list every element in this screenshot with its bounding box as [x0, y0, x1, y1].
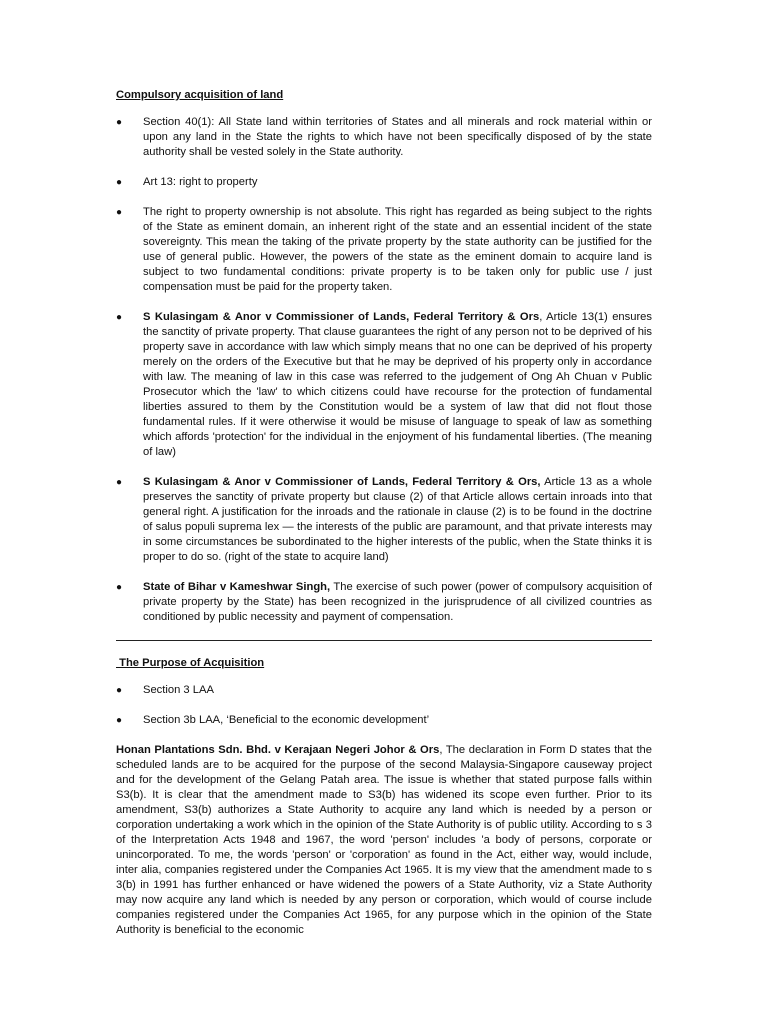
- case-name: S Kulasingam & Anor v Commissioner of Lands, Federal Territory & Ors: [143, 311, 540, 323]
- case-name: S Kulasingam & Anor v Commissioner of Lands, Federal Territory & Ors,: [143, 476, 541, 488]
- bullet-text: [143, 475, 652, 565]
- bullet-dot-icon: ●: [116, 177, 123, 188]
- bullet-item: [116, 580, 652, 625]
- bullet-dot-icon: ●: [116, 582, 123, 593]
- heading-purpose-of-acquisition: The Purpose of Acquisition: [116, 657, 265, 669]
- case-name: State of Bihar v Kameshwar Singh,: [143, 581, 331, 593]
- bullet-dot-icon: ●: [116, 117, 123, 128]
- bullet-item: [116, 205, 652, 295]
- bullet-text: [143, 205, 652, 295]
- bullet-body: The right to property ownership is not absolute. This right has regarded as being subject to the rights of the State as eminent domain, an inherent right of the state and an essential incident of the state sovereignty. This mean the taking of the private property by the state authority can be justified for the use of general public. However, the powers of the state as the eminent domain to acquire land is subject to two fundamental conditions: private property is to be taken only for public use / just compensation must be paid for the property taken.: [143, 206, 652, 293]
- bullet-dot-icon: ●: [116, 312, 123, 323]
- bullet-item: [116, 713, 652, 728]
- case-paragraph-honan: [116, 743, 652, 938]
- bullet-dot-icon: ●: [116, 477, 123, 488]
- paragraph-body: , The declaration in Form D states that the scheduled lands are to be acquired for the purpose of the second Malaysia-Singapore causeway project and for the development of the Gelang Patah area. The issue is whether that stated purpose falls within S3(b). It is clear that the amendment made to S3(b) has widened its scope even further. Prior to its amendment, S3(b) authorizes a State Authority to acquire any land which is needed by a person or corporation undertaking a work which in the opinion of the State Authority is of public utility. According to s 3 of the Interpretation Acts 1948 and 1967, the word 'person' includes 'a body of persons, corporate or unincorporated. To me, the words 'person' or 'corporation' as found in the Act, either way, would include, inter alia, companies registered under the Companies Act 1965. It is my view that the amendment made to s 3(b) in 1991 has further enhanced or have widened the powers of a State Authority, viz a State Authority may now acquire any land which is needed by any person or corporation, which would of course include companies registered under the Companies Act 1965, for any purpose which in the opinion of the State Authority is beneficial to the economic: [116, 744, 653, 936]
- bullet-dot-icon: ●: [116, 715, 123, 726]
- bullet-dot-icon: ●: [116, 207, 123, 218]
- case-name: Honan Plantations Sdn. Bhd. v Kerajaan Negeri Johor & Ors: [116, 744, 440, 756]
- bullet-text: [143, 115, 652, 160]
- bullet-item: [116, 310, 652, 460]
- bullet-body: The exercise of such power (power of compulsory acquisition of private property by the State) has been recognized in the jurisprudence of all civilized countries as conditioned by public necessity and payment of compensation.: [143, 581, 652, 623]
- bullet-item: [116, 475, 652, 565]
- bullet-body: Section 3b LAA, ‘Beneficial to the economic development’: [143, 714, 430, 726]
- bullet-item: [116, 683, 652, 698]
- bullet-text: [143, 683, 652, 698]
- bullet-body: , Article 13(1) ensures the sanctity of private property. That clause guarantees the right of any person not to be deprived of his property save in accordance with law which simply means that no one can be deprived of his property merely on the orders of the Executive but that he may be deprived of his property only in accordance with law. The meaning of law in this case was referred to the judgement of Ong Ah Chuan v Public Prosecutor which the 'law' to which citizens could have recourse for the protection of fundamental liberties assured to them by the Constitution would be a system of law that did not flout those fundamental rules. If it were otherwise it would be misuse of language to speak of law as something which affords 'protection' for the individual in the enjoyment of his fundamental liberties. (The meaning of law): [143, 311, 652, 458]
- bullet-text: [143, 580, 652, 625]
- section-divider: [116, 640, 652, 641]
- bullet-text: [143, 310, 652, 460]
- bullet-body: Art 13: right to property: [143, 176, 258, 188]
- bullet-text: [143, 713, 652, 728]
- bullet-body: Article 13 as a whole preserves the sanctity of private property but clause (2) of that Article allows certain inroads into that general right. A justification for the inroads and the rationale in clause (2) is to be found in the doctrine of salus populi suprema lex — the interests of the public are paramount, and that private interests may in some circumstances be subordinated to the higher interests of the public, when the State thinks it is proper to do so. (right of the state to acquire land): [143, 476, 653, 563]
- bullet-body: Section 3 LAA: [143, 684, 214, 696]
- bullet-text: [143, 175, 652, 190]
- heading-compulsory-acquisition: Compulsory acquisition of land: [116, 89, 284, 101]
- bullet-body: Section 40(1): All State land within territories of States and all minerals and rock material within or upon any land in the State the rights to which have not been specifically disposed of by the state authority shall be vested solely in the State authority.: [143, 116, 652, 158]
- bullet-item: [116, 115, 652, 160]
- bullet-item: [116, 175, 652, 190]
- bullet-dot-icon: ●: [116, 685, 123, 696]
